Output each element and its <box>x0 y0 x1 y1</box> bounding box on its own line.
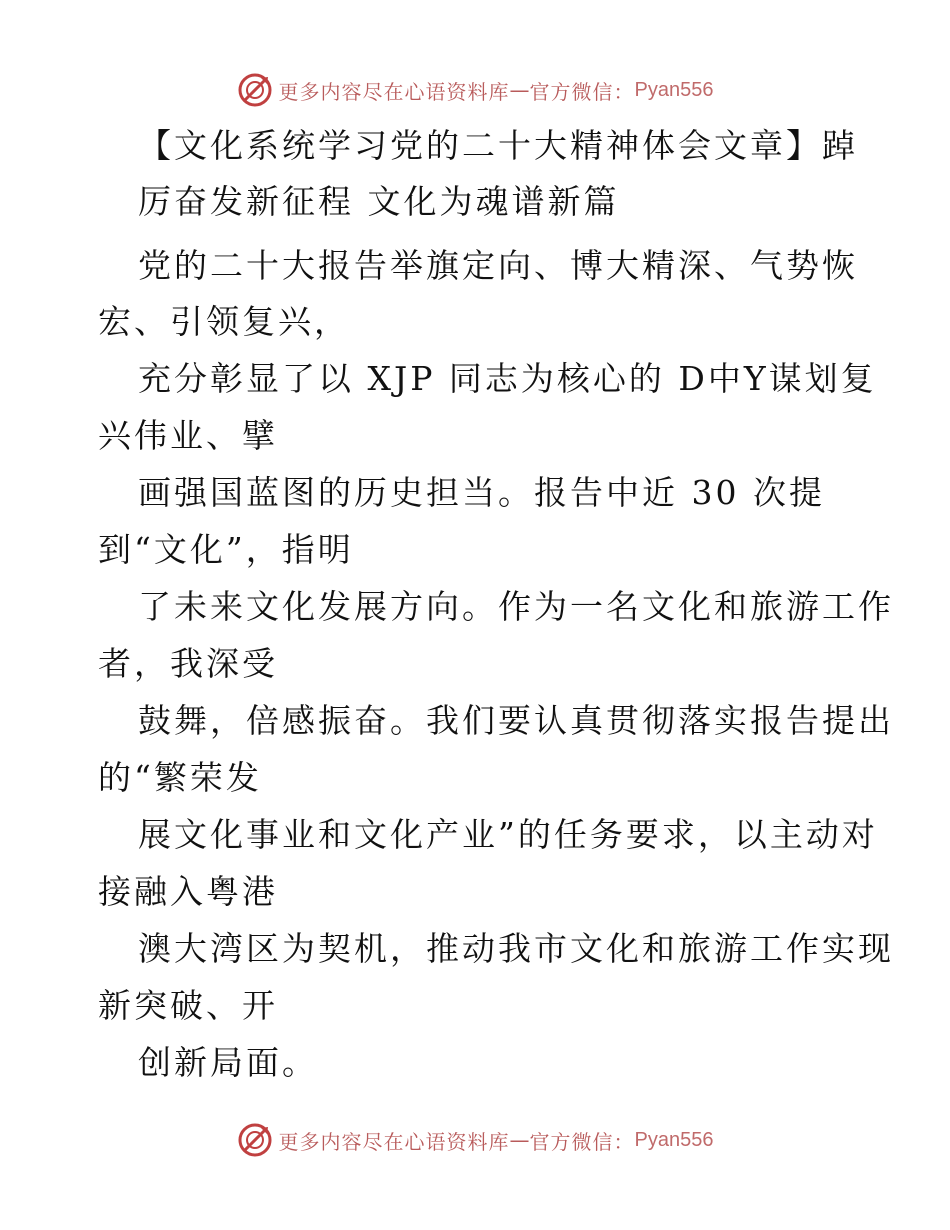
watermark-wechat-id: Pyan556 <box>634 78 714 101</box>
text-line: 兴伟业、擘 <box>98 416 278 455</box>
watermark-site-text: 更多内容尽在心语资料库 <box>278 1129 510 1154</box>
watermark-separator: — <box>509 1128 530 1152</box>
watermark-wechat-id: Pyan556 <box>634 1128 714 1151</box>
text-line: 接融入粤港 <box>98 872 278 911</box>
brand-logo-icon <box>237 1122 273 1158</box>
text-line: 者，我深受 <box>98 644 278 683</box>
title-line-2: 厉奋发新征程 文化为魂谱新篇 <box>138 182 620 221</box>
watermark-separator: — <box>509 78 530 102</box>
text-line: 创新局面。 <box>138 1043 318 1082</box>
text-line: 新突破、开 <box>98 986 278 1025</box>
footer-watermark <box>0 1120 950 1160</box>
text-line: 到“文化”，指明 <box>98 530 354 569</box>
text-line: 鼓舞，倍感振奋。我们要认真贯彻落实报告提出 <box>138 701 894 740</box>
text-line: 了未来文化发展方向。作为一名文化和旅游工作 <box>138 587 894 626</box>
watermark-site-text: 更多内容尽在心语资料库 <box>278 79 510 104</box>
brand-logo-icon <box>237 72 273 108</box>
text-line: 展文化事业和文化产业”的任务要求，以主动对 <box>138 815 878 854</box>
text-line: 画强国蓝图的历史担当。报告中近 30 次提 <box>138 473 825 512</box>
text-line: 的“繁荣发 <box>98 758 262 797</box>
header-watermark <box>0 70 950 110</box>
title-line-1: 【文化系统学习党的二十大精神体会文章】踔 <box>138 126 858 165</box>
watermark-wechat-label: 官方微信： <box>529 1129 635 1154</box>
watermark-wechat-label: 官方微信： <box>529 79 635 104</box>
text-line: 澳大湾区为契机，推动我市文化和旅游工作实现 <box>138 929 894 968</box>
text-line: 宏、引领复兴， <box>98 302 350 341</box>
text-line: 党的二十大报告举旗定向、博大精深、气势恢 <box>138 246 858 285</box>
text-line: 充分彰显了以 XJP 同志为核心的 D中Y谋划复 <box>138 359 877 398</box>
